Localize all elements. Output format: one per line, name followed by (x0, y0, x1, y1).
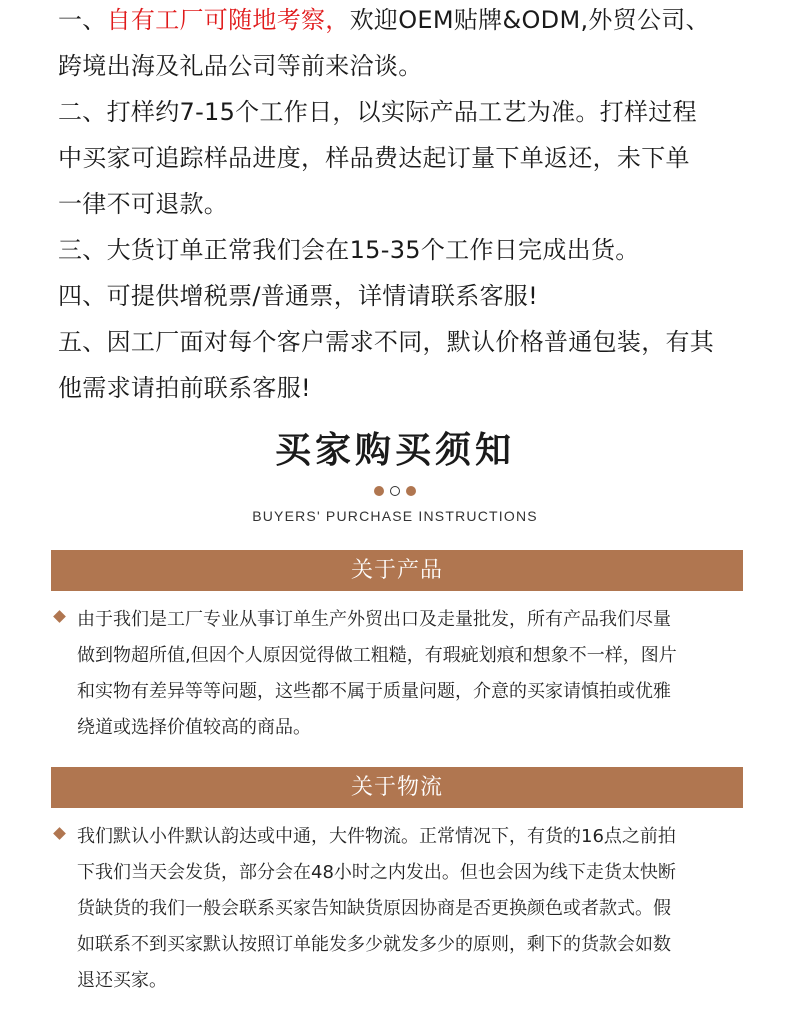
dot-icon (406, 486, 416, 496)
term-highlight: 自有工厂可随地考察， (106, 6, 350, 34)
term-line: 五、因工厂面对每个客户需求不同，默认价格普通包装，有其 (58, 328, 715, 356)
term-line: 他需求请拍前联系客服! (58, 374, 311, 402)
paragraph-line: 做到物超所值,但因个人原因觉得做工粗糙，有瑕疵划痕和想象不一样，图片 (77, 645, 677, 666)
term-line: 三、大货订单正常我们会在15-35个工作日完成出货。 (58, 236, 640, 264)
term-line: 四、可提供增税票/普通票，详情请联系客服! (58, 282, 539, 310)
logistics-heading-bar: 关于物流 (51, 767, 743, 808)
terms-list (58, 0, 758, 411)
dot-icon (390, 486, 400, 496)
section-title: 买家购买须知 (274, 430, 515, 471)
diamond-bullet-icon (53, 827, 66, 840)
paragraph-line: 下我们当天会发货，部分会在48小时之内发出。但也会因为线下走货太快断 (77, 862, 676, 883)
paragraph-line: 如联系不到买家默认按照订单能发多少就发多少的原则，剩下的货款会如数 (77, 934, 671, 955)
paragraph-line: 和实物有差异等等问题，这些都不属于质量问题，介意的买家请慎拍或优雅 (77, 681, 671, 702)
paragraph-line: 退还买家。 (77, 970, 167, 991)
paragraph-line: 货缺货的我们一般会联系买家告知缺货原因协商是否更换颜色或者款式。假 (77, 898, 671, 919)
decorative-dots (0, 486, 790, 496)
term-line: 一律不可退款。 (58, 190, 229, 218)
term-line: 二、打样约7-15个工作日，以实际产品工艺为准。打样过程 (58, 98, 697, 126)
section-subtitle: BUYERS' PURCHASE INSTRUCTIONS (252, 508, 538, 524)
paragraph-line: 由于我们是工厂专业从事订单生产外贸出口及走量批发，所有产品我们尽量 (77, 609, 671, 630)
term-line: 中买家可追踪样品进度，样品费达起订量下单返还，未下单 (58, 144, 690, 172)
paragraph-line: 绕道或选择价值较高的商品。 (77, 717, 311, 738)
term-line: 一、自有工厂可随地考察，欢迎OEM贴牌&ODM,外贸公司、 (58, 6, 710, 34)
paragraph-line: 我们默认小件默认韵达或中通，大件物流。正常情况下，有货的16点之前拍 (77, 826, 676, 847)
term-line: 跨境出海及礼品公司等前来洽谈。 (58, 52, 423, 80)
dot-icon (374, 486, 384, 496)
product-heading-bar: 关于产品 (51, 550, 743, 591)
diamond-bullet-icon (53, 610, 66, 623)
